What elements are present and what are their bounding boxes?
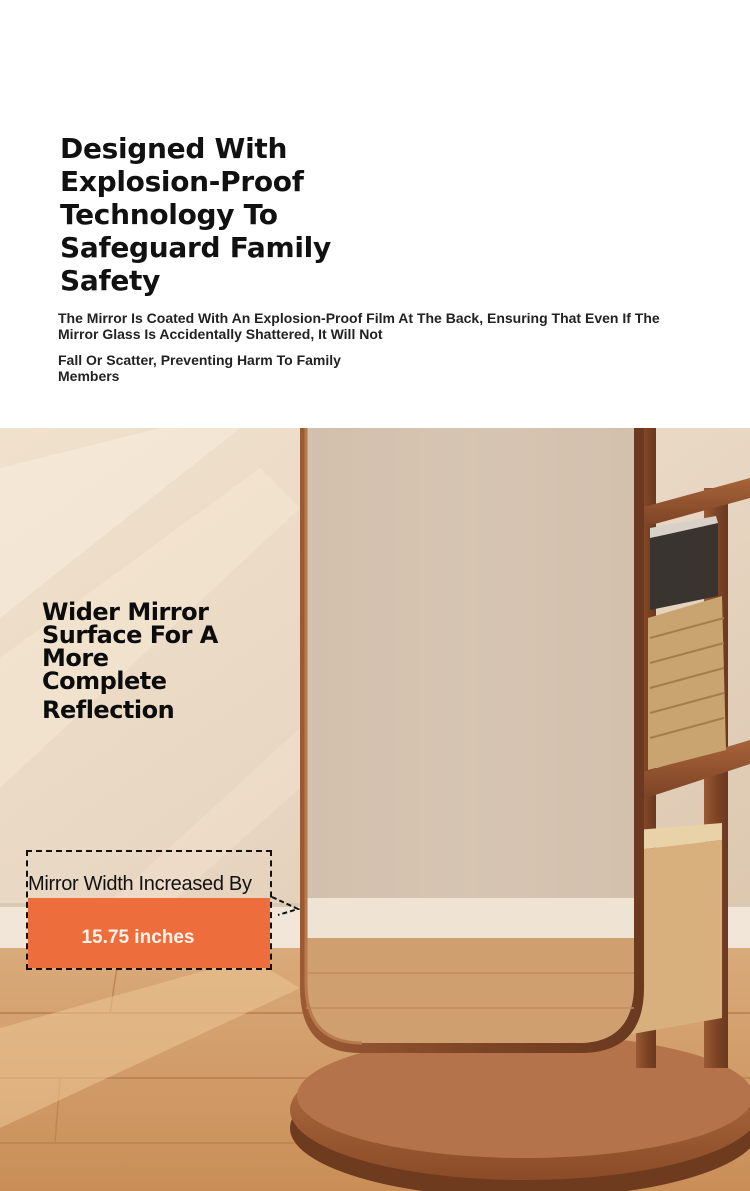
headline-line: Technology To: [60, 198, 278, 231]
headline-line: Designed With: [60, 132, 288, 165]
intro-headline: [60, 132, 440, 297]
feature-heading-line: Complete: [42, 667, 167, 695]
intro-description-1: The Mirror Is Coated With An Explosion-Proof Film At The Back, Ensuring That Even If The Mirror Glass Is Accidentally Shattered, It Will Not: [58, 310, 660, 342]
feature-heading: [42, 598, 242, 724]
product-photo: [0, 428, 750, 1191]
feature-heading-line: Wider Mirror: [42, 598, 209, 626]
feature-heading-line: More: [42, 644, 109, 672]
width-value: 15.75 inches: [81, 927, 195, 948]
intro-description-2: Fall Or Scatter, Preventing Harm To Family Members: [58, 352, 341, 384]
width-callout-label: Mirror Width Increased By: [28, 873, 252, 895]
headline-line: Explosion-Proof: [60, 165, 304, 198]
feature-heading-line: Reflection: [42, 696, 175, 724]
callout-pointer-icon: [270, 895, 300, 917]
feature-heading-line: Surface For A: [42, 621, 218, 649]
intro-section: [0, 0, 750, 428]
mirror-scene-illustration: [0, 428, 750, 1191]
headline-line: Safeguard Family Safety: [60, 231, 331, 297]
